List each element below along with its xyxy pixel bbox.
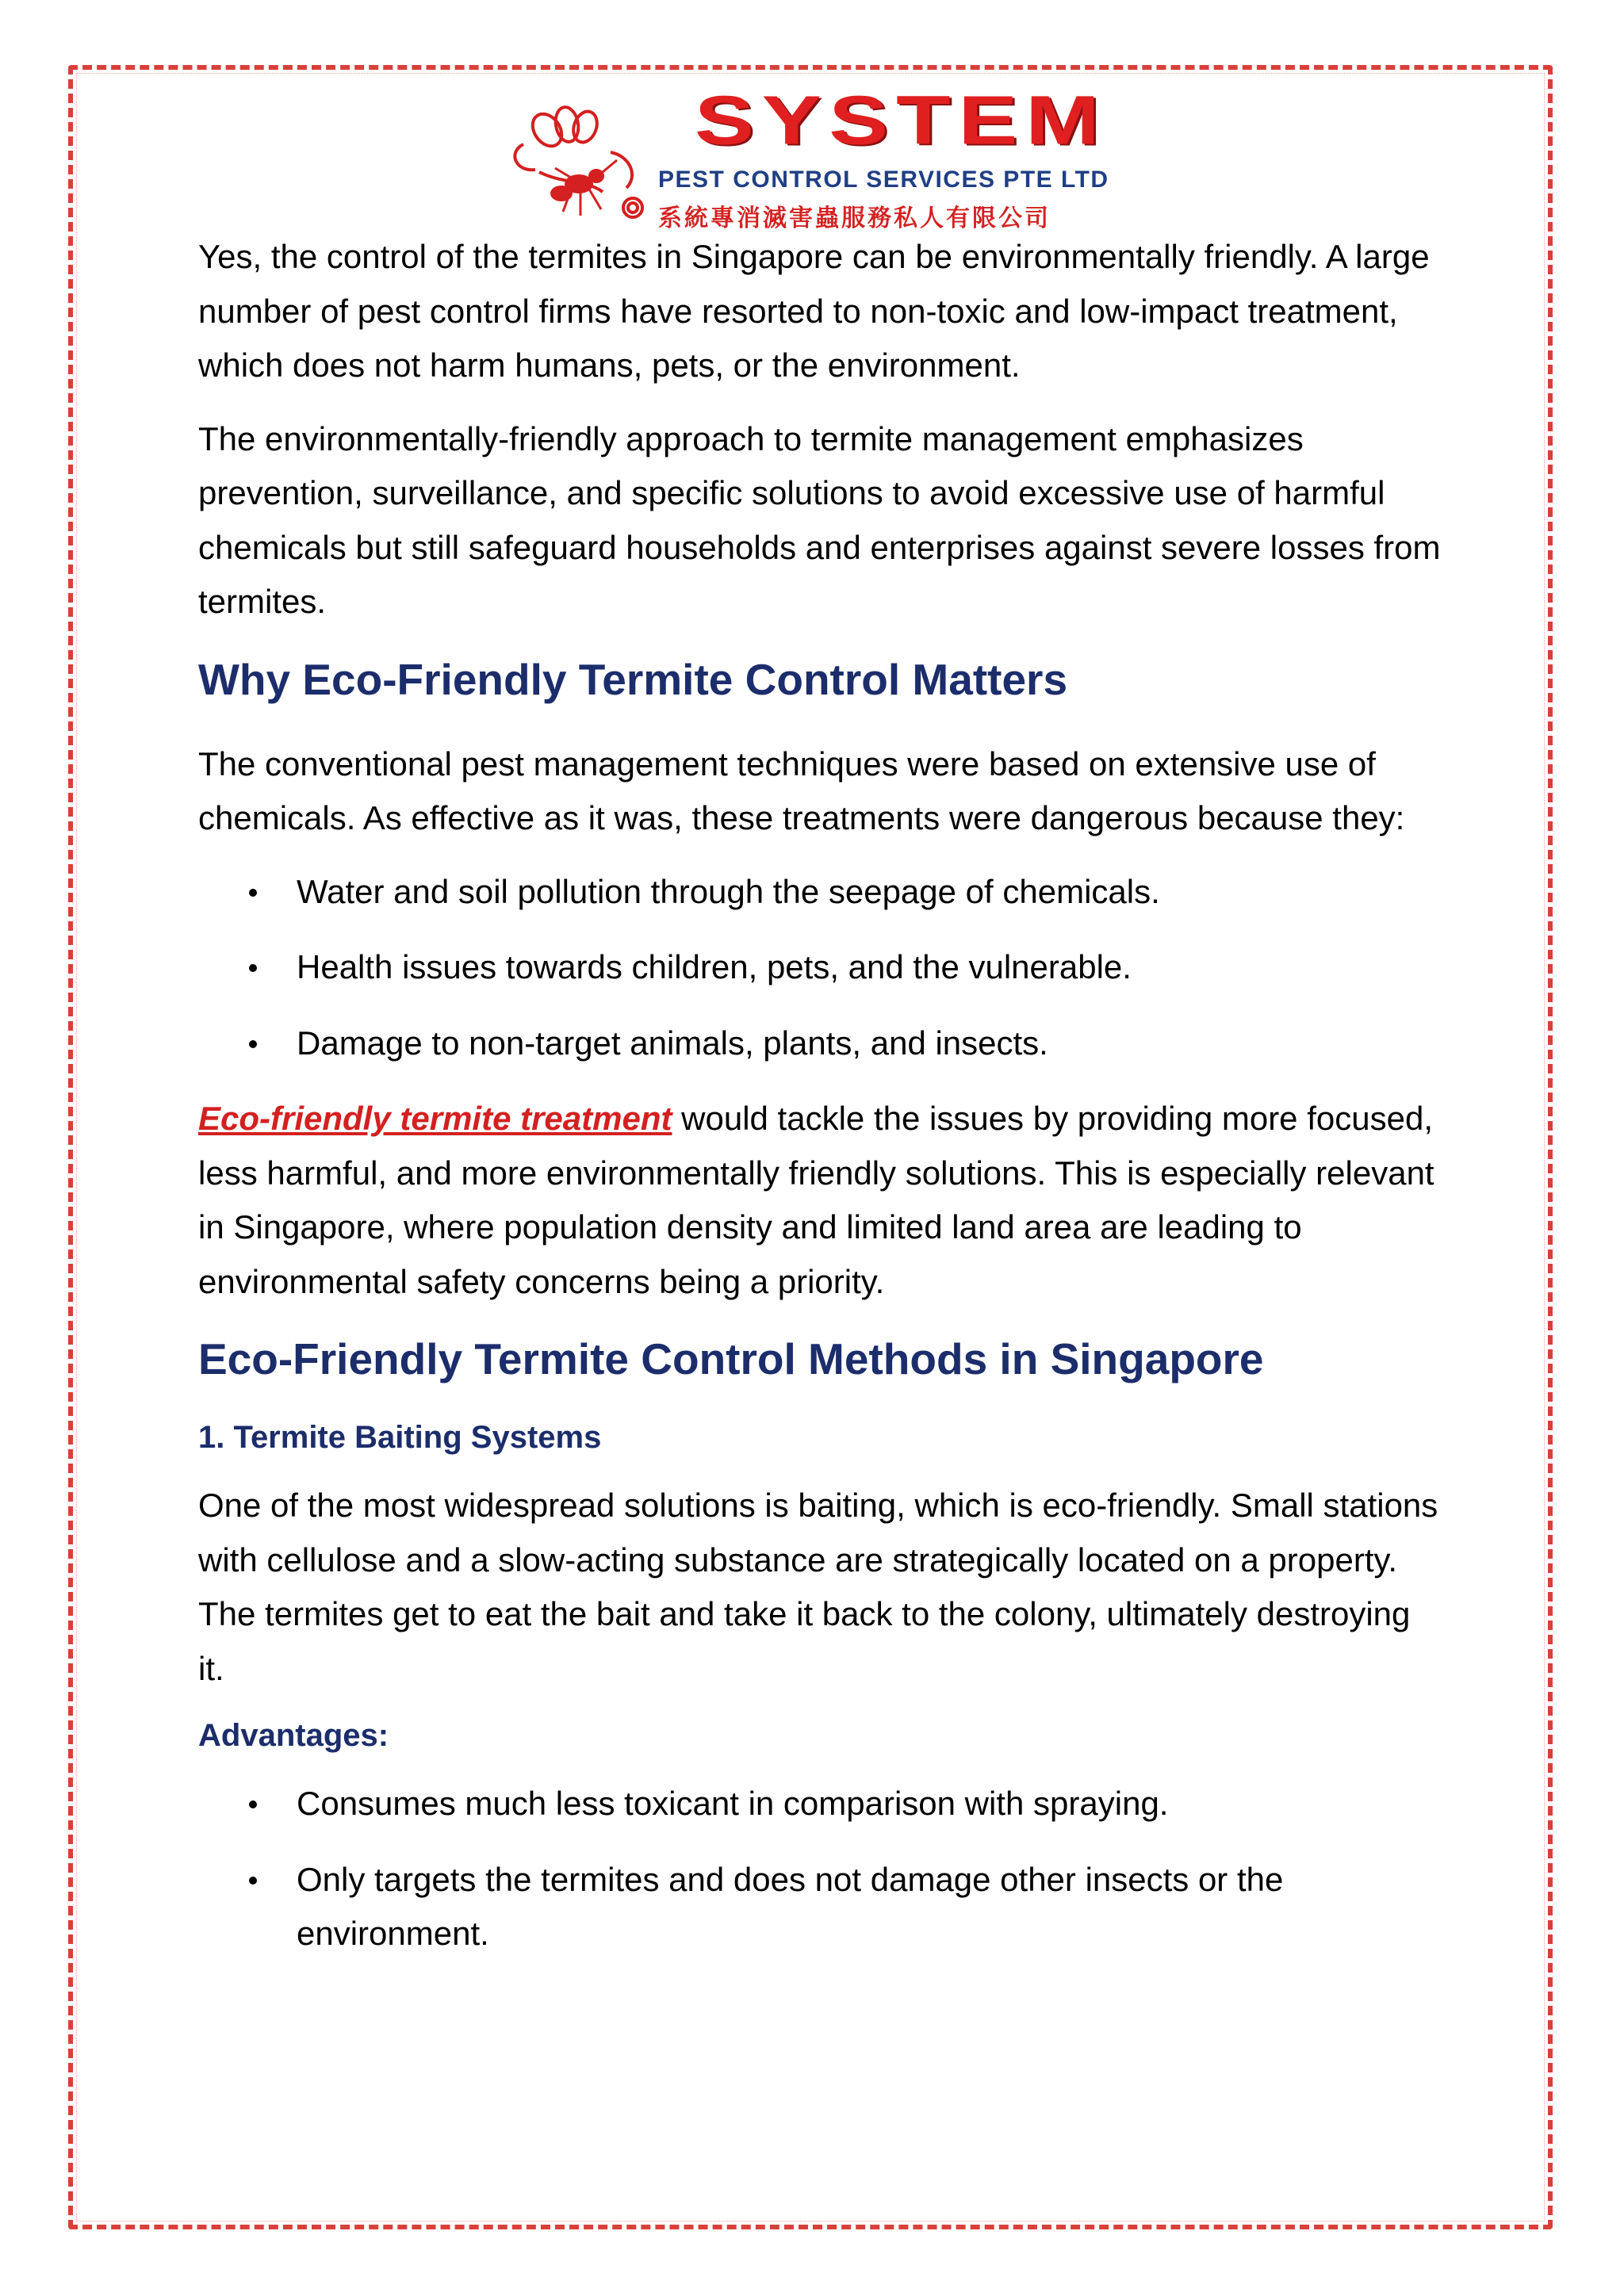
list-item-text: Consumes much less toxicant in comparison with spraying. — [297, 1785, 1169, 1822]
eco-treatment-text: would tackle the issues by providing more focused, less harmful, and more environmentally friendly solutions. This is especially relevant in Singapore, where population density and limited land area are leading to environmental safety concerns being a priority. — [198, 1100, 1434, 1300]
intro-paragraph-1: Yes, the control of the termites in Singapore can be environmentally friendly. A large number of pest control firms have resorted to non-toxic and low-impact treatment, which does not harm humans, pets, or the environment. — [198, 238, 1430, 384]
subheading-baiting: 1. Termite Baiting Systems — [198, 1420, 602, 1455]
advantages-label: Advantages: — [198, 1718, 389, 1753]
list-item-text: Water and soil pollution through the seepage of chemicals. — [297, 872, 1160, 910]
advantages-list — [198, 1777, 1443, 1961]
termite-logo-icon — [492, 97, 650, 224]
intro-paragraph-2: The environmentally-friendly approach to termite management emphasizes prevention, surveillance, and specific solutions to avoid excessive use of harmful chemicals but still safeguard households and enterprises against severe losses from termites. — [198, 419, 1441, 620]
list-item-text: Health issues towards children, pets, and the vulnerable. — [297, 948, 1132, 985]
list-item-text: Only targets the termites and does not damage other insects or the environment. — [297, 1860, 1284, 1952]
eco-friendly-treatment-link[interactable]: Eco-friendly termite treatment — [198, 1100, 672, 1137]
list-item — [198, 1777, 1443, 1831]
article-body — [198, 230, 1443, 1983]
bullet-icon — [249, 1040, 257, 1048]
list-item — [198, 865, 1443, 920]
logo-chinese-name: 系統專消滅害蟲服務私人有限公司 — [658, 205, 1051, 232]
bullet-icon — [249, 1800, 257, 1808]
bullet-icon — [249, 889, 257, 897]
baiting-paragraph: One of the most widespread solutions is baiting, which is eco-friendly. Small stations with cellulose and a slow-acting substance are strategically located on a property. The termites get to eat the bait and take it back to the colony, ultimately destroying it. — [198, 1487, 1438, 1687]
section-heading-why: Why Eco-Friendly Termite Control Matters — [198, 654, 1068, 704]
bullet-icon — [249, 1877, 257, 1885]
list-item — [198, 940, 1443, 995]
list-item — [198, 1016, 1443, 1071]
risks-list — [198, 865, 1443, 1071]
section-heading-methods: Eco-Friendly Termite Control Methods in Singapore — [198, 1334, 1264, 1383]
list-item — [198, 1853, 1443, 1961]
company-logo — [492, 81, 1142, 235]
logo-title: SYSTEM — [695, 81, 1108, 159]
bullet-icon — [249, 964, 257, 972]
section-paragraph-why: The conventional pest management techniques were based on extensive use of chemicals. As effective as it was, these treatments were dangerous because they: — [198, 744, 1405, 836]
logo-subtitle: PEST CONTROL SERVICES PTE LTD — [658, 166, 1109, 193]
list-item-text: Damage to non-target animals, plants, and insects. — [297, 1024, 1048, 1062]
eco-treatment-paragraph — [198, 1092, 1443, 1309]
